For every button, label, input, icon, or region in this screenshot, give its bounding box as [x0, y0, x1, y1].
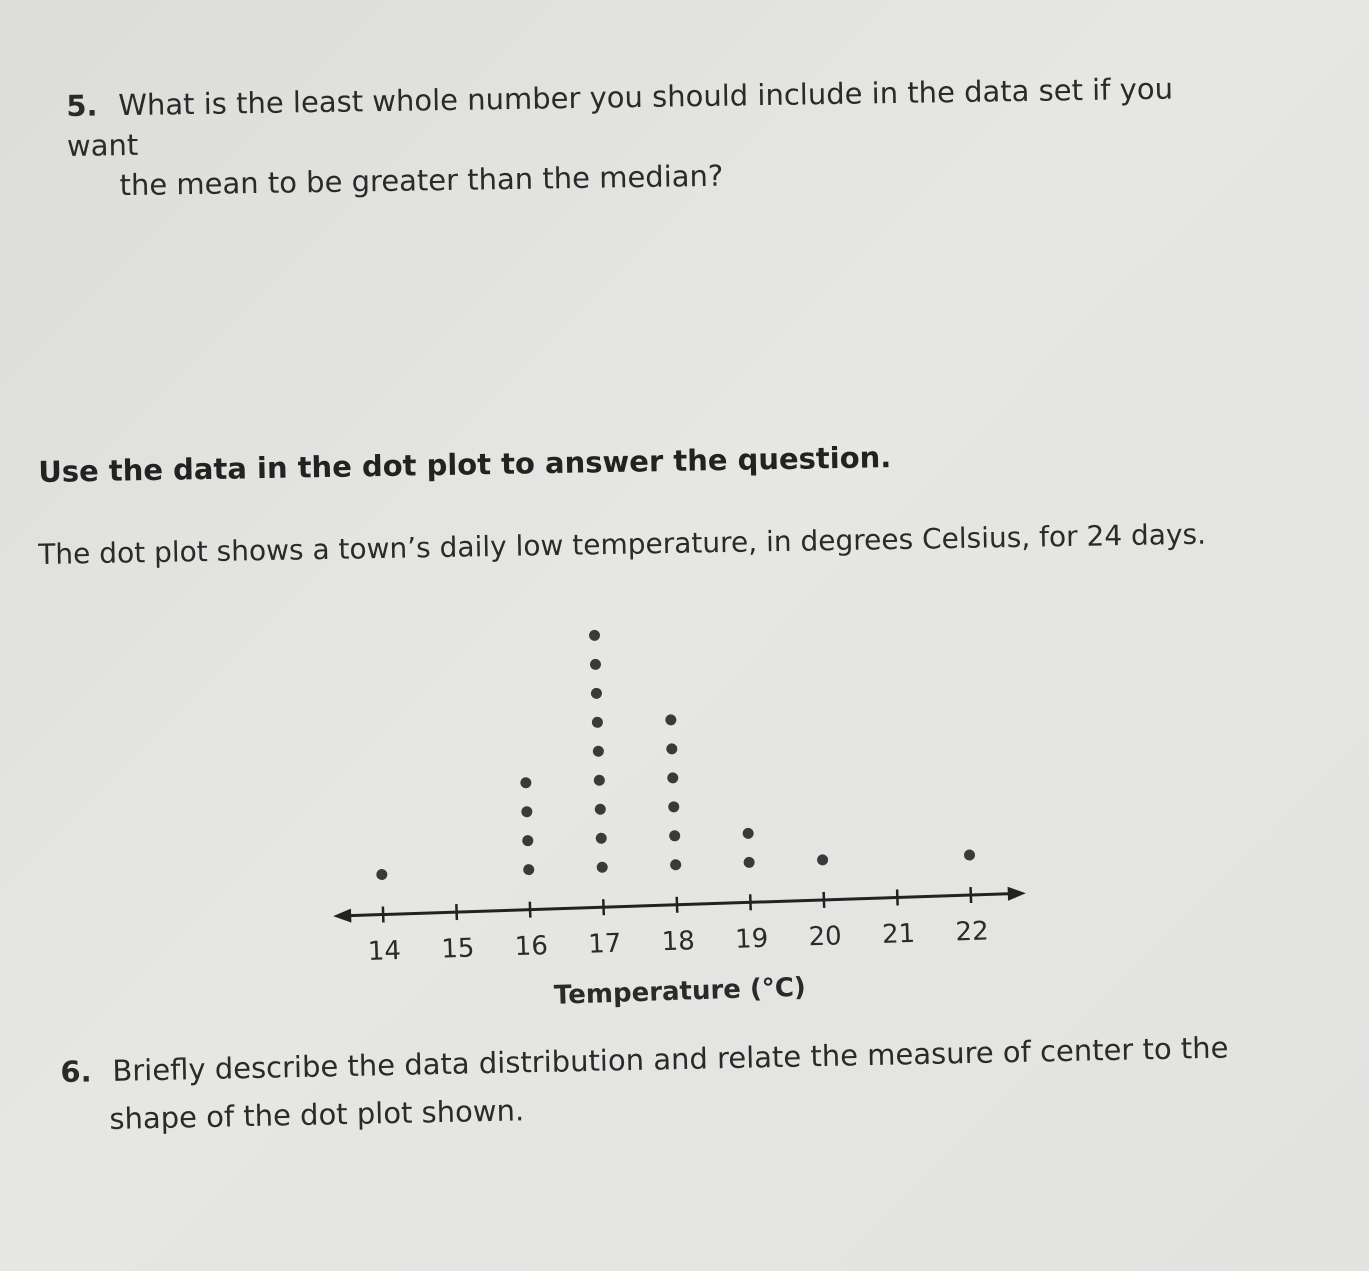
data-dot	[667, 772, 678, 783]
data-dot	[964, 849, 975, 860]
data-dot	[592, 717, 603, 728]
axis-tick	[383, 907, 384, 923]
axis-tick	[677, 897, 678, 913]
data-dot	[742, 828, 753, 839]
data-dot	[589, 630, 600, 641]
data-dot	[593, 746, 604, 757]
tick-label: 17	[587, 928, 622, 960]
instruction-heading: Use the data in the dot plot to answer the question.	[38, 440, 892, 489]
tick-label: 22	[955, 916, 990, 948]
question-5-text-line2: the mean to be greater than the median?	[119, 158, 724, 203]
data-dot	[596, 833, 607, 844]
tick-label: 14	[367, 935, 402, 968]
data-dot	[523, 864, 534, 875]
x-axis-title: Temperature (°C)	[553, 972, 807, 1011]
data-dot	[590, 659, 601, 670]
tick-label: 15	[440, 933, 475, 965]
question-5-number: 5.	[66, 88, 98, 123]
data-dot	[666, 743, 677, 754]
data-dot	[670, 859, 681, 870]
axis-tick	[603, 899, 604, 915]
question-6-text-line2: shape of the dot plot shown.	[109, 1093, 525, 1136]
data-dot	[595, 804, 606, 815]
tick-label: 18	[661, 926, 696, 958]
data-dot	[522, 835, 533, 846]
data-dot	[594, 775, 605, 786]
data-dot	[520, 777, 531, 788]
question-6-text-line1: Briefly describe the data distribution and relate the measure of center to the	[112, 1030, 1229, 1088]
data-dot	[521, 806, 532, 817]
data-dot	[817, 854, 828, 865]
data-dot	[665, 714, 676, 725]
axis-tick	[750, 894, 751, 910]
tick-label: 20	[808, 921, 843, 953]
data-dot	[743, 857, 754, 868]
axis-tick	[824, 892, 825, 908]
dot-plot-description: The dot plot shows a town’s daily low temperature, in degrees Celsius, for 24 days.	[38, 517, 1207, 571]
axis-left-arrow	[333, 909, 351, 924]
data-dot	[376, 869, 387, 880]
tick-label: 16	[514, 931, 549, 963]
axis-tick	[530, 902, 531, 918]
tick-label: 19	[734, 923, 769, 955]
question-6-number: 6.	[60, 1054, 92, 1089]
data-dot	[668, 801, 679, 812]
axis-tick	[897, 889, 898, 905]
axis-tick	[971, 887, 972, 903]
number-line-axis	[343, 894, 1016, 916]
data-dot	[669, 830, 680, 841]
axis-right-arrow	[1008, 886, 1026, 901]
data-dot	[597, 862, 608, 873]
tick-label: 21	[881, 918, 916, 950]
data-dot	[591, 688, 602, 699]
axis-tick	[456, 904, 457, 920]
question-5-text-line1: What is the least whole number you should include in the data set if you want	[66, 71, 1174, 163]
